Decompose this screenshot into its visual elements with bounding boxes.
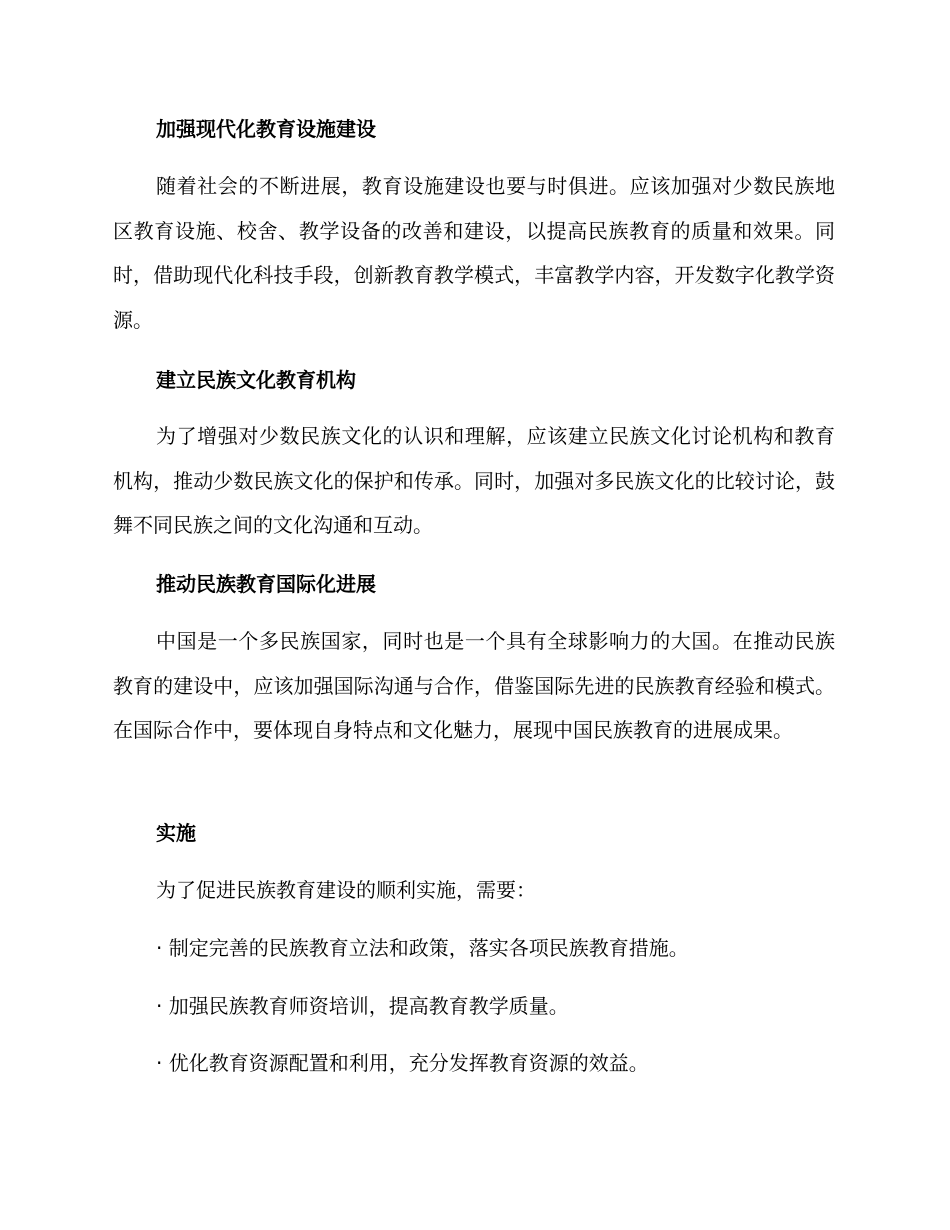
implementation-intro: 为了促进民族教育建设的顺利实施，需要： [156, 878, 536, 902]
section-paragraph-culture-institutions: 为了增强对少数民族文化的认识和理解，应该建立民族文化讨论机构和教育机构，推动少数民族文化的保护和传承。同时，加强对多民族文化的比较讨论，鼓舞不同民族之间的文化沟通和互动。 [113, 424, 835, 537]
section-heading-implementation: 实施 [156, 821, 196, 845]
section-paragraph-facilities: 随着社会的不断进展，教育设施建设也要与时俱进。应该加强对少数民族地区教育设施、校舍、教学设备的改善和建设，以提高民族教育的质量和效果。同时，借助现代化科技手段，创新教育教学模式，丰富教学内容，开发数字化教学资源。 [113, 174, 835, 332]
section-heading-internationalization: 推动民族教育国际化进展 [156, 572, 376, 596]
list-item: · 加强民族教育师资培训，提高教育教学质量。 [156, 994, 569, 1018]
list-item: · 制定完善的民族教育立法和政策，落实各项民族教育措施。 [156, 936, 689, 960]
section-heading-culture-institutions: 建立民族文化教育机构 [156, 368, 356, 392]
section-heading-facilities: 加强现代化教育设施建设 [156, 117, 376, 141]
section-paragraph-internationalization: 中国是一个多民族国家，同时也是一个具有全球影响力的大国。在推动民族教育的建设中，应该加强国际沟通与合作，借鉴国际先进的民族教育经验和模式。在国际合作中，要体现自身特点和文化魅力，展现中国民族教育的进展成果。 [113, 629, 835, 742]
list-item: · 优化教育资源配置和利用，充分发挥教育资源的效益。 [156, 1051, 649, 1075]
